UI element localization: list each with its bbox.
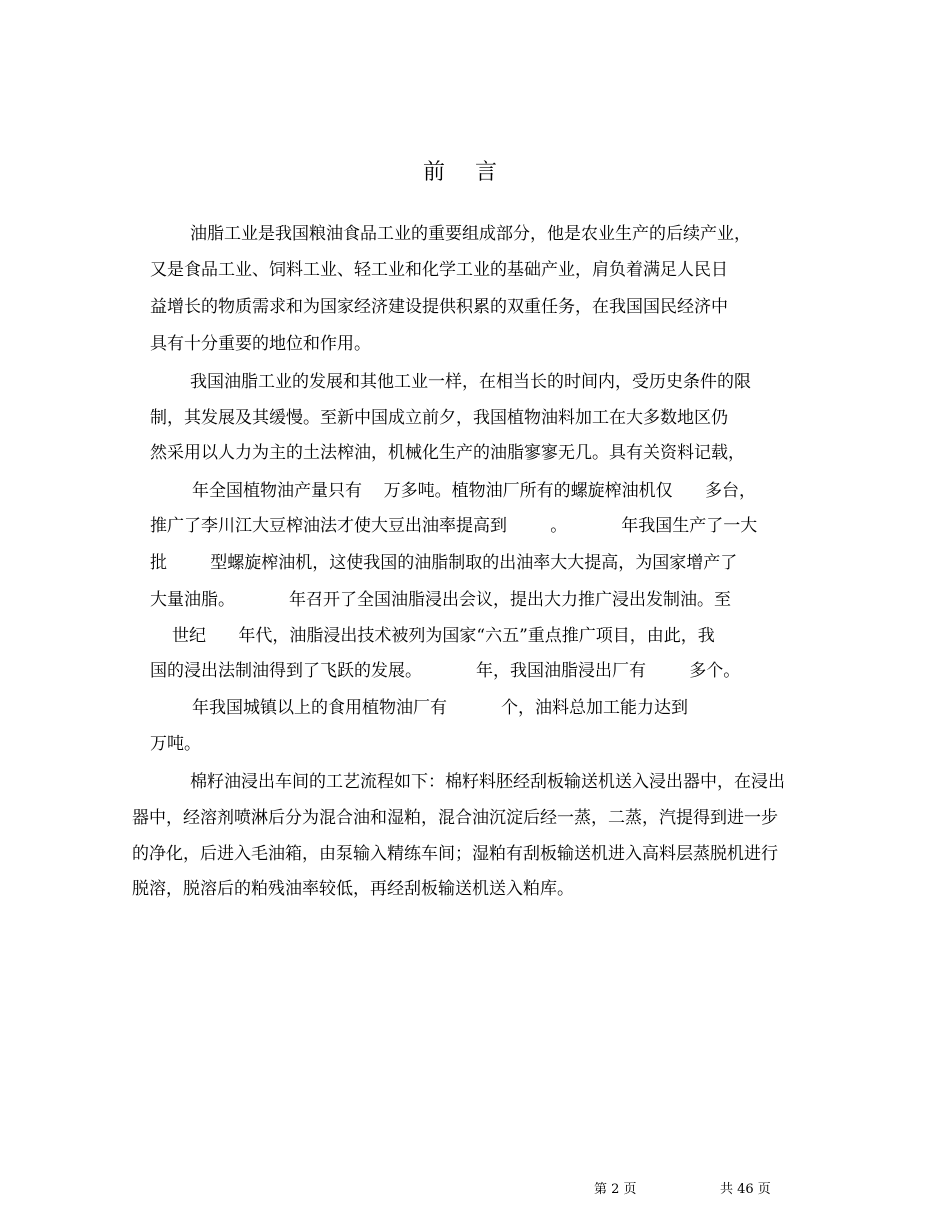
text-line: 又是食品工业、饲料工业、轻工业和化学工业的基础产业，肩负着满足人民日 xyxy=(150,260,728,280)
total-pages: 共 46 页 xyxy=(720,1182,771,1197)
text-line: 万吨。 xyxy=(150,734,201,754)
text-line: 推广了李川江大豆榨油法才使大豆出油率提高到 。 年我国生产了一大 xyxy=(150,516,758,536)
text-line: 大量油脂。 年召开了全国油脂浸出会议，提出大力推广浸出发制油。至 xyxy=(150,590,732,610)
text-line: 国的浸出法制油得到了飞跃的发展。 年，我国油脂浸出厂有 多个。 xyxy=(150,661,741,681)
text-line: 然采用以人力为主的土法榨油，机械化生产的油脂寥寥无几。具有关资料记载， xyxy=(150,443,745,463)
text-line: 世纪 年代，油脂浸出技术被列为国家“六五”重点推广项目，由此，我 xyxy=(172,626,715,646)
text-line: 批 型螺旋榨油机，这使我国的油脂制取的出油率大大提高，为国家增产了 xyxy=(150,553,738,573)
page-number: 第 2 页 xyxy=(594,1182,637,1197)
text-line: 益增长的物质需求和为国家经济建设提供积累的双重任务，在我国国民经济中 xyxy=(150,297,728,317)
text-line: 的净化，后进入毛油箱，由泵输入精练车间；湿粕有刮板输送机进入高料层蒸脱机进行 xyxy=(132,844,778,864)
text-line: 年全国植物油产量只有 万多吨。植物油厂所有的螺旋榨油机仅 多台， xyxy=(192,481,757,501)
text-line: 脱溶，脱溶后的粕残油率较低，再经刮板输送机送入粕库。 xyxy=(132,879,574,899)
text-line: 年我国城镇以上的食用植物油厂有 个，油料总加工能力达到 xyxy=(192,698,689,718)
text-line: 我国油脂工业的发展和其他工业一样，在相当长的时间内，受历史条件的限 xyxy=(190,372,751,392)
text-line: 制，其发展及其缓慢。至新中国成立前夕，我国植物油料加工在大多数地区仍 xyxy=(150,408,728,428)
page-title: 前言 xyxy=(422,160,527,185)
text-line: 棉籽油浸出车间的工艺流程如下：棉籽料胚经刮板输送机送入浸出器中，在浸出 xyxy=(190,772,785,792)
text-line: 具有十分重要的地位和作用。 xyxy=(150,334,371,354)
text-line: 器中，经溶剂喷淋后分为混合油和湿粕，混合油沉淀后经一蒸，二蒸，汽提得到进一步 xyxy=(132,808,778,828)
text-line: 油脂工业是我国粮油食品工业的重要组成部分，他是农业生产的后续产业， xyxy=(190,224,751,244)
